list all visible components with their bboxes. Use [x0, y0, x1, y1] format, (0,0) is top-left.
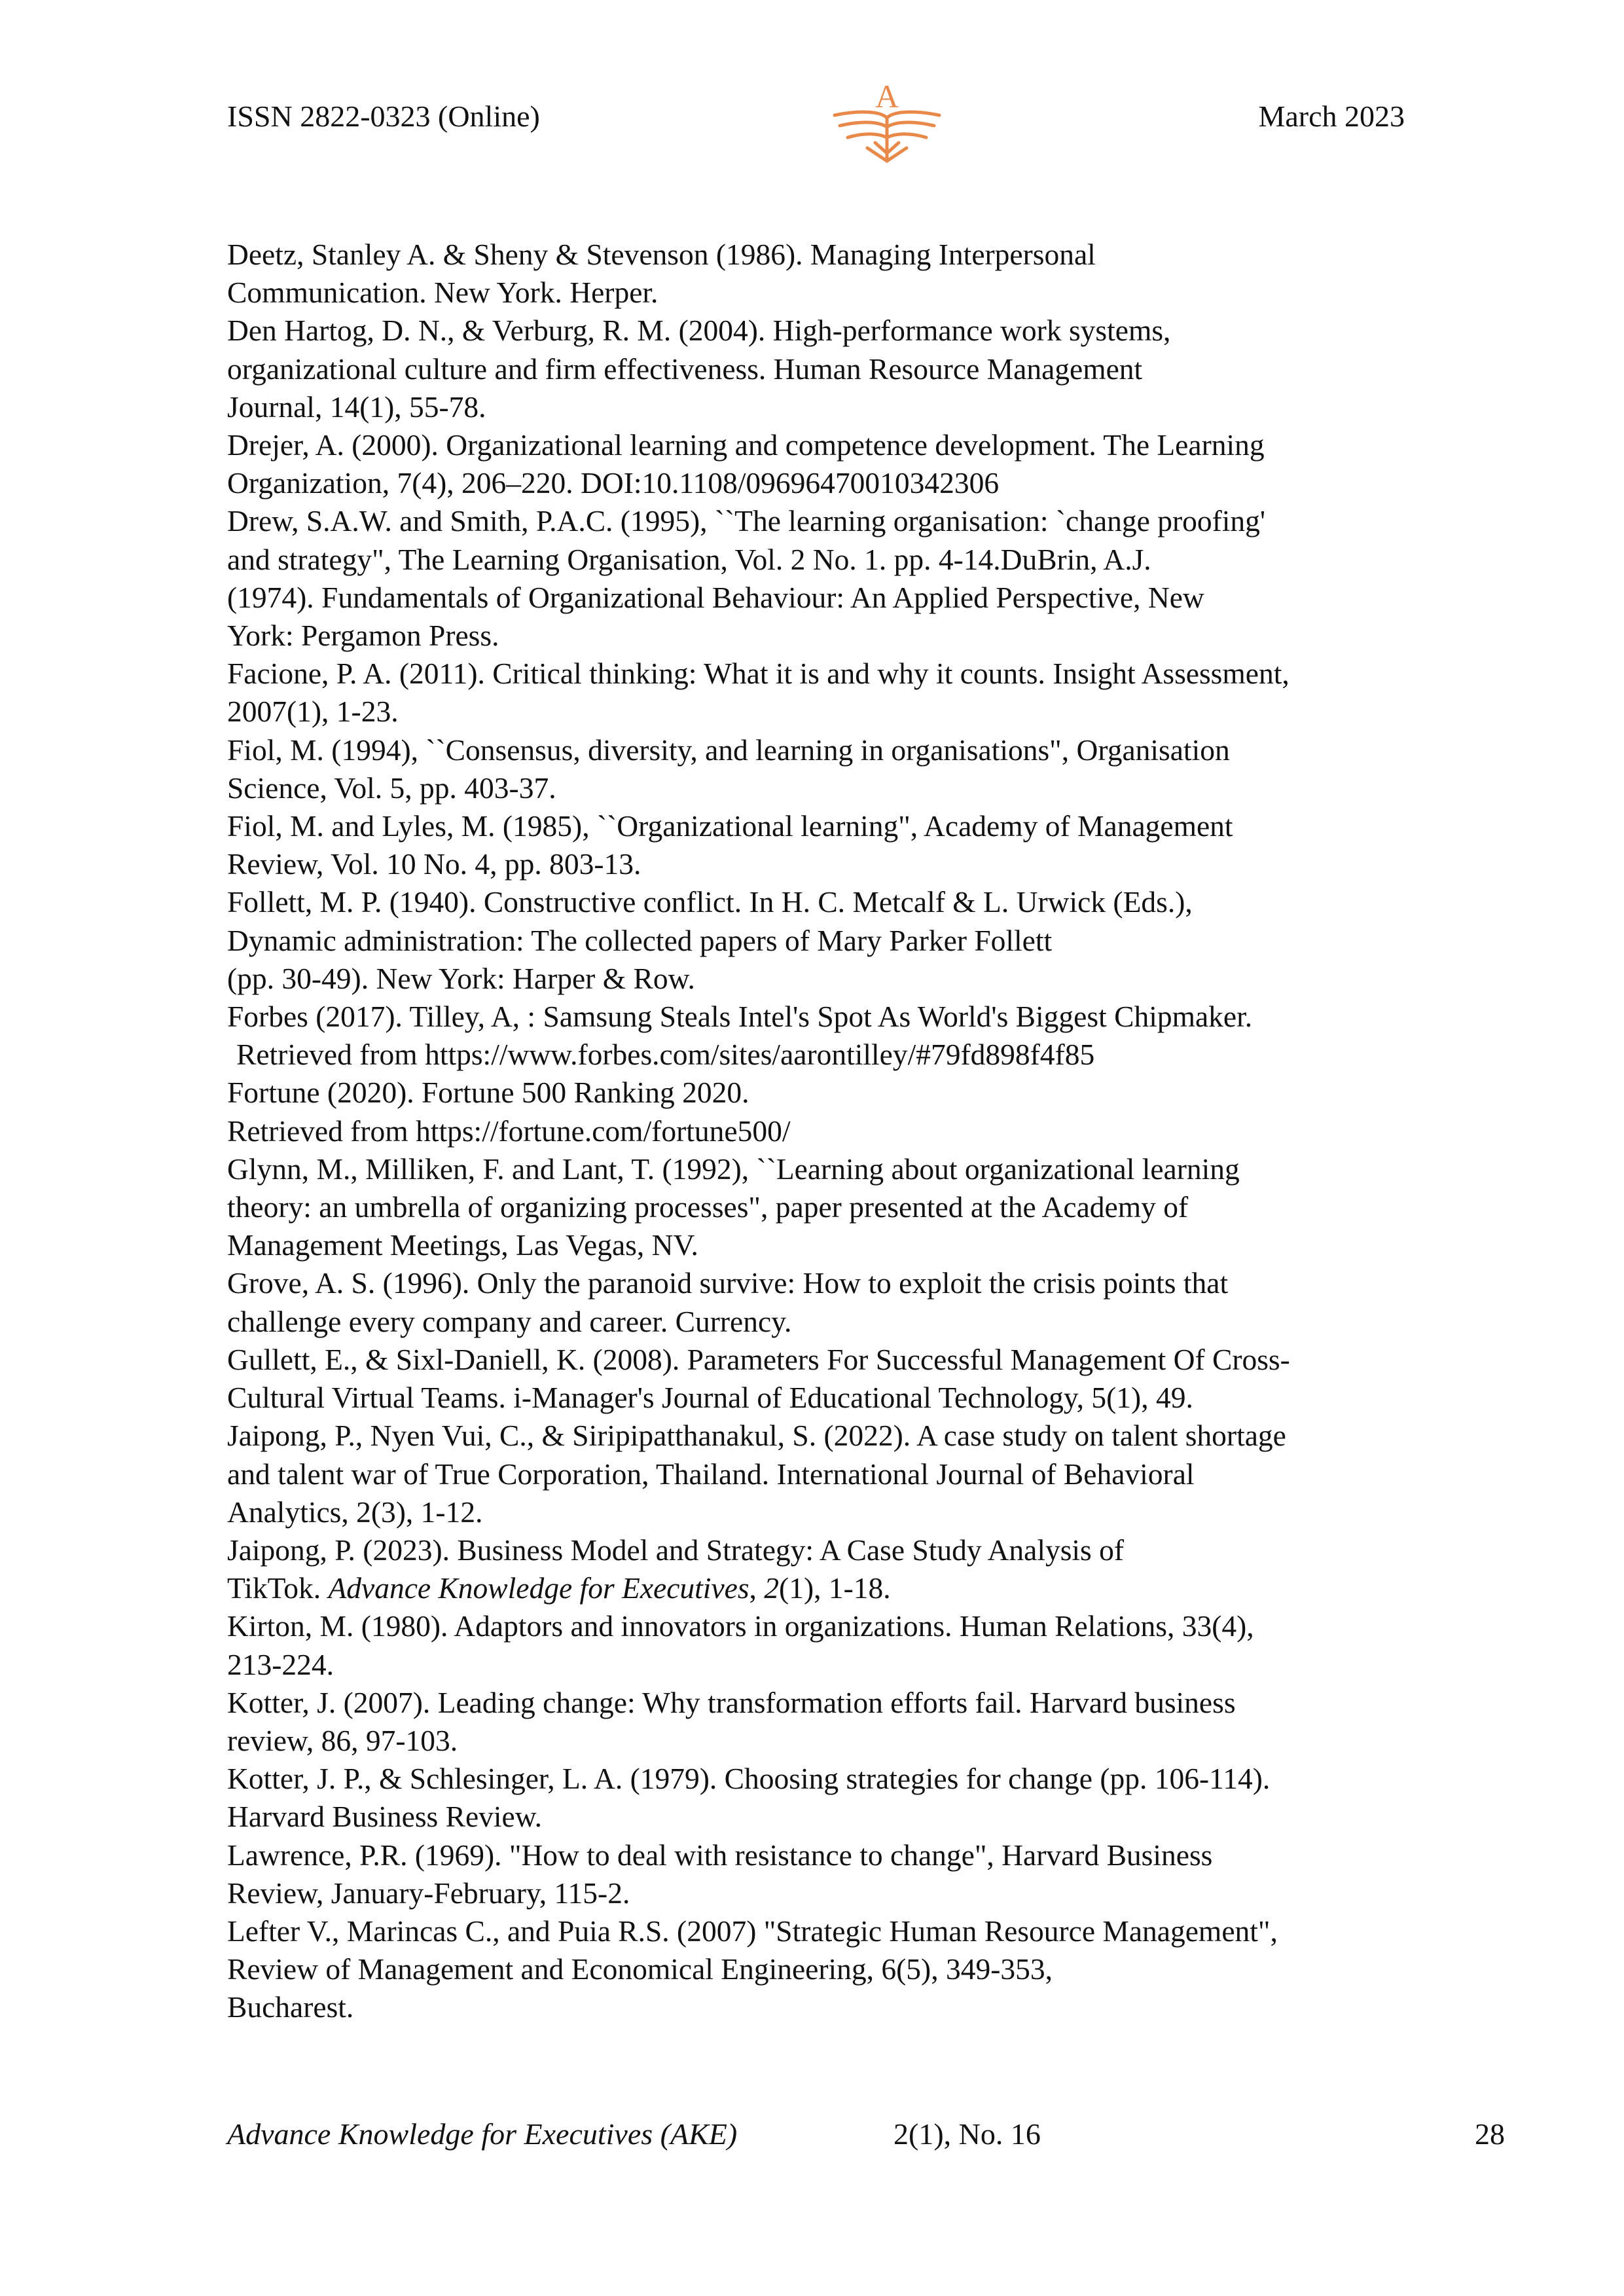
reference-line: Review, January-February, 115-2. — [227, 1876, 630, 1910]
reference-item — [227, 236, 1412, 312]
reference-item — [227, 502, 1412, 655]
reference-line: Management Meetings, Las Vegas, NV. — [227, 1228, 698, 1262]
reference-item — [227, 655, 1412, 731]
reference-line: Journal, 14(1), 55-78. — [227, 390, 486, 424]
reference-item — [227, 1264, 1412, 1340]
reference-line: Forbes (2017). Tilley, A, : Samsung Steals Intel's Spot As World's Biggest Chipmaker. — [227, 1000, 1253, 1034]
reference-line: Bucharest. — [227, 1990, 354, 2024]
reference-line: Den Hartog, D. N., & Verburg, R. M. (2004). High-performance work systems, — [227, 314, 1171, 348]
reference-line: organizational culture and firm effectiveness. Human Resource Management — [227, 352, 1143, 386]
reference-line: Drejer, A. (2000). Organizational learning and competence development. The Learning — [227, 428, 1265, 462]
reference-line: Review, Vol. 10 No. 4, pp. 803-13. — [227, 847, 641, 881]
reference-item — [227, 731, 1412, 807]
reference-line: Communication. New York. Herper. — [227, 276, 659, 310]
reference-item — [227, 807, 1412, 883]
reference-item — [227, 1836, 1412, 1912]
reference-line: (1974). Fundamentals of Organizational Behaviour: An Applied Perspective, New — [227, 580, 1204, 614]
reference-text: (1), 1-18. — [779, 1571, 891, 1605]
reference-item — [227, 1417, 1412, 1531]
reference-item — [227, 1912, 1412, 2027]
reference-line: Glynn, M., Milliken, F. and Lant, T. (1992), ``Learning about organizational learning — [227, 1152, 1240, 1186]
reference-line: Dynamic administration: The collected papers of Mary Parker Follett — [227, 923, 1053, 957]
reference-line: review, 86, 97-103. — [227, 1723, 458, 1757]
reference-line: York: Pergamon Press. — [227, 619, 499, 653]
reference-line: Cultural Virtual Teams. i-Manager's Journal of Educational Technology, 5(1), 49. — [227, 1381, 1193, 1415]
reference-item — [227, 1074, 1412, 1150]
header-issn: ISSN 2822-0323 (Online) — [227, 100, 540, 133]
reference-list — [227, 236, 1412, 2027]
reference-line: Harvard Business Review. — [227, 1800, 543, 1834]
reference-line: and talent war of True Corporation, Thailand. International Journal of Behavioral — [227, 1457, 1195, 1491]
reference-line: Fortune (2020). Fortune 500 Ranking 2020. — [227, 1076, 749, 1110]
reference-item — [227, 1760, 1412, 1836]
reference-line: Drew, S.A.W. and Smith, P.A.C. (1995), ``The learning organisation: `change proofing' — [227, 504, 1266, 538]
footer-issue: 2(1), No. 16 — [893, 2117, 1041, 2151]
reference-item — [227, 998, 1412, 1074]
reference-line: Organization, 7(4), 206–220. DOI:10.1108/09696470010342306 — [227, 466, 1000, 500]
logo-letter: A — [875, 78, 899, 115]
reference-line: Jaipong, P., Nyen Vui, C., & Siripipatthanakul, S. (2022). A case study on talent shortage — [227, 1419, 1286, 1453]
reference-line: Follett, M. P. (1940). Constructive conflict. In H. C. Metcalf & L. Urwick (Eds.), — [227, 885, 1193, 919]
reference-line: Facione, P. A. (2011). Critical thinking: What it is and why it counts. Insight Assessment, — [227, 657, 1290, 691]
page-number: 28 — [1475, 2117, 1505, 2151]
reference-line: Lawrence, P.R. (1969). "How to deal with resistance to change", Harvard Business — [227, 1838, 1213, 1872]
journal-logo — [821, 77, 952, 169]
reference-line: challenge every company and career. Currency. — [227, 1304, 792, 1338]
header-date: March 2023 — [1258, 100, 1405, 133]
reference-line: and strategy", The Learning Organisation, Vol. 2 No. 1. pp. 4-14.DuBrin, A.J. — [227, 542, 1151, 576]
reference-item — [227, 426, 1412, 502]
reference-item — [227, 312, 1412, 426]
reference-text: TikTok. — [227, 1571, 329, 1605]
reference-line: theory: an umbrella of organizing processes", paper presented at the Academy of — [227, 1190, 1189, 1224]
reference-line: Kirton, M. (1980). Adaptors and innovators in organizations. Human Relations, 33(4), — [227, 1609, 1254, 1643]
reference-volume: 2 — [764, 1571, 780, 1605]
reference-item — [227, 1607, 1412, 1683]
reference-line: Kotter, J. P., & Schlesinger, L. A. (1979). Choosing strategies for change (pp. 106-114). — [227, 1762, 1271, 1796]
reference-line: Review of Management and Economical Engineering, 6(5), 349-353, — [227, 1952, 1053, 1986]
reference-line: Kotter, J. (2007). Leading change: Why transformation efforts fail. Harvard business — [227, 1685, 1236, 1719]
reference-line: Fiol, M. (1994), ``Consensus, diversity, and learning in organisations", Organisation — [227, 733, 1230, 767]
reference-line: Jaipong, P. (2023). Business Model and Strategy: A Case Study Analysis of — [227, 1533, 1125, 1567]
reference-line: Lefter V., Marincas C., and Puia R.S. (2007) "Strategic Human Resource Management", — [227, 1914, 1278, 1948]
reference-item — [227, 1150, 1412, 1265]
reference-line: Analytics, 2(3), 1-12. — [227, 1495, 483, 1529]
reference-line: Deetz, Stanley A. & Sheny & Stevenson (1986). Managing Interpersonal — [227, 238, 1096, 271]
reference-line: (pp. 30-49). New York: Harper & Row. — [227, 961, 695, 995]
footer-journal-title: Advance Knowledge for Executives (AKE) — [227, 2117, 738, 2151]
reference-item — [227, 1341, 1412, 1417]
reference-line — [227, 1569, 1412, 1607]
reference-item — [227, 883, 1412, 998]
reference-line: Fiol, M. and Lyles, M. (1985), ``Organizational learning", Academy of Management — [227, 809, 1233, 843]
reference-line: Gullett, E., & Sixl-Daniell, K. (2008). Parameters For Successful Management Of Cross- — [227, 1342, 1290, 1376]
reference-line: Science, Vol. 5, pp. 403-37. — [227, 771, 556, 805]
reference-line: Retrieved from https://www.forbes.com/sites/aarontilley/#79fd898f4f85 — [236, 1038, 1095, 1072]
reference-item — [227, 1684, 1412, 1760]
reference-journal-title: Advance Knowledge for Executives — [328, 1571, 749, 1605]
reference-item — [227, 1531, 1412, 1607]
reference-line: 213-224. — [227, 1647, 334, 1681]
reference-line: Grove, A. S. (1996). Only the paranoid survive: How to exploit the crisis points that — [227, 1266, 1229, 1300]
reference-text: , — [749, 1571, 765, 1605]
reference-line: Retrieved from https://fortune.com/fortune500/ — [227, 1114, 791, 1148]
reference-line: 2007(1), 1-23. — [227, 695, 399, 729]
